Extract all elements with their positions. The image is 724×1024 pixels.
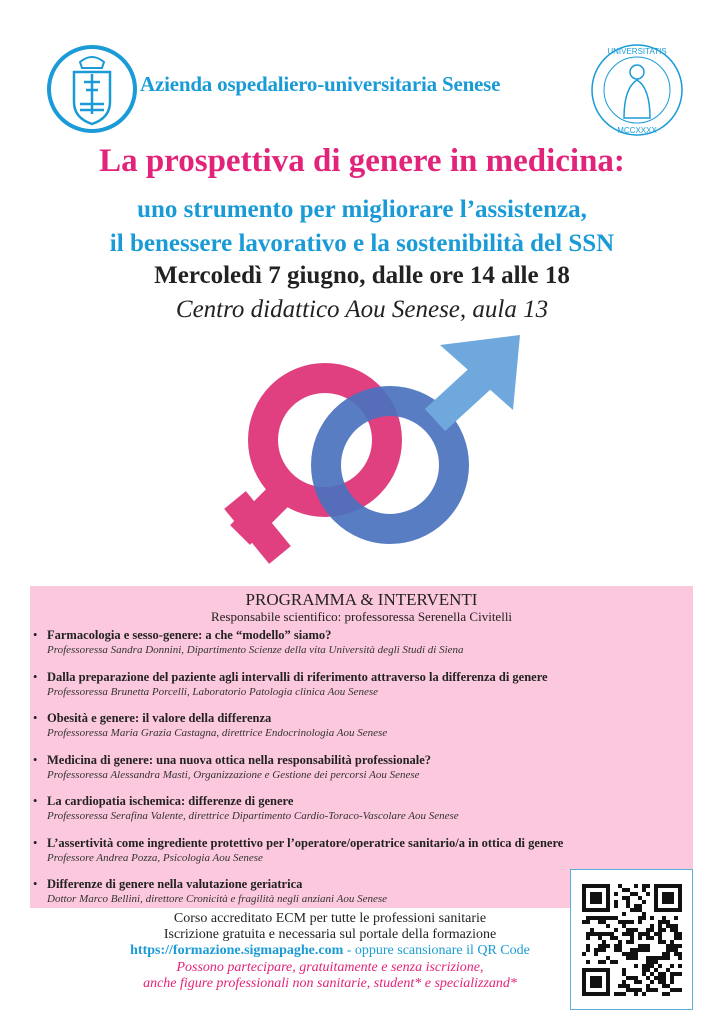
hospital-logo bbox=[46, 44, 138, 134]
program-item-speaker: Professoressa Sandra Donnini, Dipartimento Scienze della vita Università degli Studi di Siena bbox=[47, 644, 464, 656]
program-item-speaker: Professoressa Brunetta Porcelli, Laboratorio Patologia clinica Aou Senese bbox=[47, 685, 378, 698]
program-item-speaker: Professoressa Alessandra Masti, Organizzazione e Gestione dei percorsi Aou Senese bbox=[47, 768, 420, 781]
footer-note-1: Possono partecipare, gratuitamente e senza iscrizione, bbox=[176, 960, 484, 975]
registration-link[interactable]: https://formazione.sigmapaghe.com bbox=[130, 943, 344, 958]
event-title: La prospettiva di genere in medicina: bbox=[99, 143, 625, 179]
footer-note-2: anche figure professionali non sanitarie, student* e specializzand* bbox=[143, 976, 517, 991]
footer-registration: Iscrizione gratuita e necessaria sul portale della formazione bbox=[163, 927, 497, 942]
program-item-title: • Obesità e genere: il valore della differenza bbox=[33, 711, 673, 726]
program-item-speaker: Professoressa Serafina Valente, direttrice Dipartimento Cardio-Toraco-Vascolare Aou Senese bbox=[47, 810, 459, 822]
svg-text:UNIVERSITATIS: UNIVERSITATIS bbox=[607, 47, 667, 56]
program-item-speaker: Professore Andrea Pozza, Psicologia Aou Senese bbox=[47, 851, 263, 864]
program-section bbox=[30, 586, 693, 908]
program-item-speaker: Dottor Marco Bellini, direttore Cronicità e fragilità negli anziani Aou Senese bbox=[47, 893, 388, 905]
program-item bbox=[33, 670, 673, 699]
subtitle-line-2: il benessere lavorativo e la sostenibilità del SSN bbox=[109, 230, 615, 257]
footer-accreditation: Corso accreditato ECM per tutte le professioni sanitarie bbox=[173, 911, 487, 926]
program-item bbox=[33, 753, 673, 782]
male-symbol-icon bbox=[326, 335, 520, 529]
footer-qr-hint: - oppure scansionare il QR Code bbox=[343, 943, 530, 958]
event-subtitle bbox=[0, 193, 724, 261]
gender-symbols-illustration bbox=[195, 330, 535, 580]
svg-text:MCCXXXX: MCCXXXX bbox=[617, 126, 657, 135]
organization-name: Azienda ospedaliero-universitaria Senese bbox=[140, 72, 501, 96]
event-date: Mercoledì 7 giugno, dalle ore 14 alle 18 bbox=[154, 262, 570, 289]
program-item-title: • La cardiopatia ischemica: differenze di genere bbox=[33, 794, 673, 809]
program-item-speaker: Professoressa Maria Grazia Castagna, direttrice Endocrinologia Aou Senese bbox=[47, 727, 388, 739]
program-responsible: Responsabile scientifico: professoressa Serenella Civitelli bbox=[210, 609, 513, 624]
program-item-title: • Medicina di genere: una nuova ottica nella responsabilità professionale? bbox=[33, 753, 673, 768]
university-seal bbox=[582, 40, 692, 140]
program-item-title: • Dalla preparazione del paziente agli intervalli di riferimento attraverso la differenza di genere bbox=[33, 670, 673, 685]
program-item-title: • Differenze di genere nella valutazione geriatrica bbox=[33, 877, 673, 892]
event-venue: Centro didattico Aou Senese, aula 13 bbox=[175, 296, 549, 323]
program-item bbox=[33, 836, 673, 865]
program-item-title: • Farmacologia e sesso-genere: a che “modello” siamo? bbox=[33, 628, 673, 643]
program-item bbox=[33, 628, 673, 657]
program-item-title: • L’assertività come ingrediente protettivo per l’operatore/operatrice sanitario/a in ottica di genere bbox=[33, 836, 673, 851]
footer-link-line bbox=[40, 943, 620, 960]
program-title: PROGRAMMA & INTERVENTI bbox=[245, 590, 478, 609]
program-item bbox=[33, 711, 673, 740]
program-item bbox=[33, 794, 673, 823]
subtitle-line-1: uno strumento per migliorare l’assistenza, bbox=[137, 196, 587, 223]
